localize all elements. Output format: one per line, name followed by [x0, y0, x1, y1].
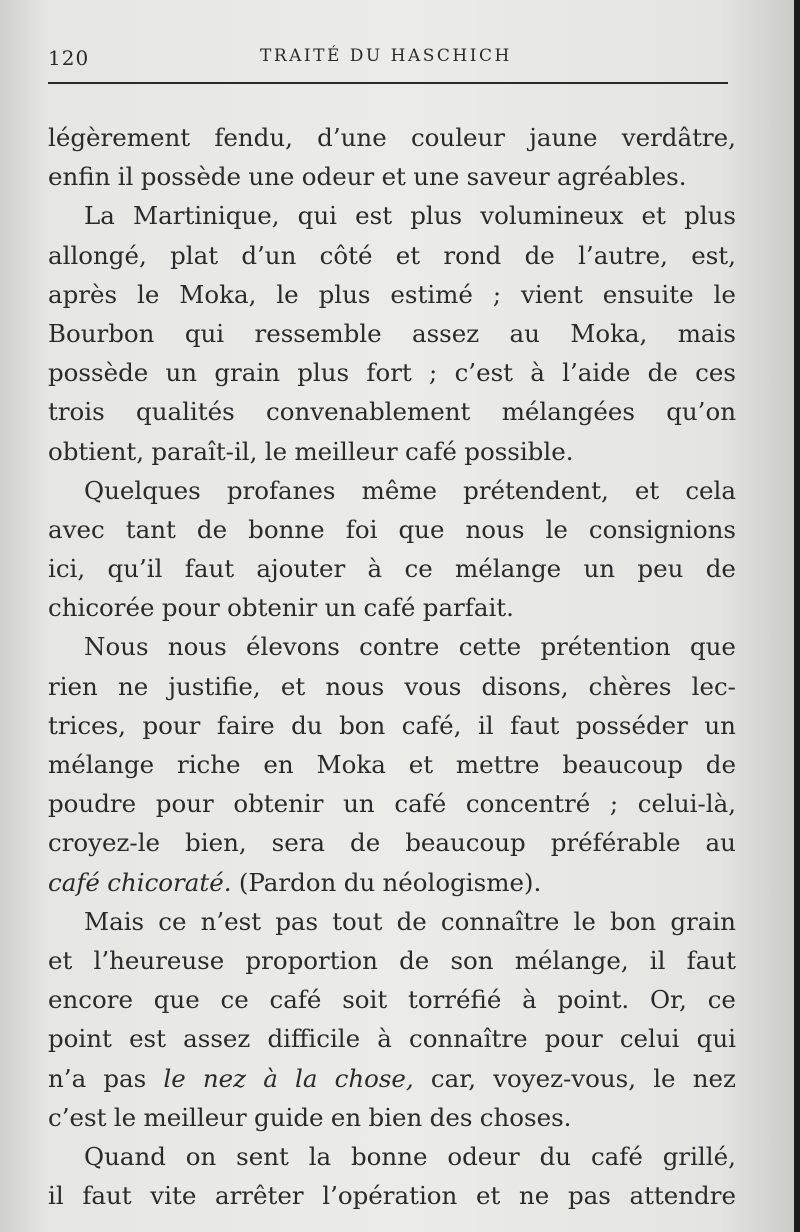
word: élevons [246, 632, 340, 662]
text-line [48, 157, 736, 196]
word: et [641, 201, 666, 231]
word: pas [567, 1181, 611, 1211]
word: et [48, 945, 73, 975]
text-line [48, 863, 736, 902]
word: parfait. [422, 593, 514, 623]
word: café, [401, 710, 462, 740]
word: soit [342, 985, 388, 1015]
word: faut [184, 554, 235, 584]
word: choses. [479, 1102, 572, 1132]
word: fendu, [214, 123, 293, 152]
text-line [48, 432, 736, 471]
word: chicorée [48, 593, 155, 623]
word: possède [140, 162, 242, 192]
word: l’opération [322, 1181, 458, 1211]
text-line [48, 823, 736, 862]
text-line [48, 1176, 736, 1215]
word: possède [48, 358, 149, 388]
word: ressemble [254, 318, 382, 348]
word: au [705, 828, 736, 858]
word: trois [48, 397, 105, 427]
text-line [48, 588, 736, 627]
word: et [395, 240, 421, 270]
word: volumineux [480, 201, 624, 231]
text-line [48, 902, 736, 941]
body-text [48, 118, 736, 1215]
word: est [355, 201, 393, 231]
text-line [48, 549, 736, 588]
text-line [48, 314, 736, 353]
word: celui [619, 1024, 680, 1054]
word: obtient, [48, 436, 145, 466]
text-line [48, 510, 736, 549]
word: vite [150, 1181, 197, 1211]
word: jaune [529, 123, 598, 152]
word: Moka, [179, 279, 257, 309]
word: on [185, 1141, 217, 1171]
word: torréfié [408, 985, 502, 1015]
word: obtenir [233, 789, 324, 819]
text-line [48, 471, 736, 510]
word: ce [707, 985, 736, 1015]
word: bon [339, 710, 386, 740]
word: que [153, 985, 200, 1015]
text-line [48, 941, 736, 980]
text-line [48, 1059, 736, 1098]
text-line [48, 1019, 736, 1058]
word: Nous [84, 632, 149, 662]
word: connaître [409, 1024, 528, 1054]
word: rien [48, 671, 98, 701]
word: faire [216, 710, 275, 740]
word: fort [366, 358, 412, 388]
word: voyez-vous, [493, 1063, 637, 1093]
word: proportion [245, 945, 378, 975]
word: ; [609, 789, 619, 819]
text-line [48, 196, 736, 235]
word: prétendent, [463, 475, 609, 505]
word: son [450, 945, 494, 975]
word: croyez-le [48, 828, 161, 858]
word: ajouter [256, 554, 346, 584]
word: un [583, 554, 616, 584]
word: c’est [454, 358, 514, 388]
word: et [408, 750, 434, 779]
word: le [276, 279, 299, 309]
word: ces [695, 358, 736, 388]
word: et [475, 1181, 501, 1211]
word: et [280, 671, 306, 701]
word: contre [359, 632, 440, 662]
word: Quand [84, 1141, 166, 1171]
word: du [539, 1141, 572, 1171]
word: de [647, 358, 678, 388]
word: posséder [575, 710, 688, 740]
word: chères [588, 671, 672, 701]
word: à [522, 985, 537, 1015]
word: agréables. [557, 162, 687, 192]
word: pour [544, 1024, 603, 1054]
word: connaître [440, 906, 560, 936]
word: ; [429, 358, 438, 388]
word: l’heureuse [93, 945, 225, 975]
word: du [343, 867, 376, 897]
word: une [248, 162, 295, 192]
text-line [48, 1098, 736, 1137]
text-line [48, 275, 736, 314]
word: faut [686, 945, 736, 975]
word: riche [177, 750, 241, 779]
word: assez [411, 318, 480, 348]
word: n’a [48, 1063, 87, 1093]
text-line [48, 784, 736, 823]
word: assez [183, 1024, 251, 1054]
word: est [129, 1024, 166, 1054]
word: pour [142, 710, 201, 740]
word: le [163, 1063, 186, 1093]
word: guide [254, 1102, 324, 1132]
word: ; [492, 279, 502, 309]
word: bien [368, 1102, 423, 1132]
word: café [405, 436, 457, 466]
word: ne [117, 671, 149, 701]
word: difficile [267, 1024, 361, 1054]
word: un [704, 710, 736, 740]
word: le [113, 1102, 137, 1132]
word: pour [161, 593, 220, 623]
word: préférable [550, 828, 681, 858]
word: plus [684, 201, 736, 231]
word: café [363, 593, 416, 623]
word: qu’il [107, 554, 163, 584]
word: mélange, [514, 945, 629, 975]
word: ce [220, 985, 249, 1015]
word: avec [48, 514, 105, 544]
word: est, [691, 240, 736, 270]
word: café [48, 867, 100, 897]
header-rule [48, 82, 728, 84]
page-header [48, 40, 728, 76]
word: arrêter [214, 1181, 304, 1211]
word: ici, [48, 554, 86, 584]
word: mettre [455, 750, 540, 779]
word: chicoraté. [107, 867, 232, 897]
word: que [689, 632, 736, 662]
word: bien, [185, 828, 247, 858]
word: mélange [48, 750, 155, 779]
word: car, [430, 1063, 477, 1093]
word: café [590, 1141, 643, 1171]
word: sera [271, 828, 326, 858]
word: grillé, [662, 1141, 736, 1171]
word: du [291, 710, 323, 740]
word: des [429, 1102, 473, 1132]
word: convenablement [266, 397, 471, 427]
word: l’autre, [578, 240, 668, 270]
word: cette [458, 632, 522, 662]
word: c’est [48, 1102, 107, 1132]
word: côté [319, 240, 373, 270]
word: d’un [241, 240, 297, 270]
word: le [653, 1063, 676, 1093]
word: nez [692, 1063, 736, 1093]
word: foi [345, 514, 378, 544]
word: qui [297, 201, 337, 231]
word: plus [297, 358, 350, 388]
word: Martinique, [133, 201, 280, 231]
word: à [377, 1024, 392, 1054]
text-line [48, 392, 736, 431]
word: après [48, 279, 118, 309]
word: qui [696, 1024, 736, 1054]
word: tant [125, 514, 176, 544]
text-line [48, 627, 736, 666]
word: bon [610, 906, 657, 936]
word: nous [325, 671, 385, 701]
word: Bourbon [48, 318, 155, 348]
word: Or, [650, 985, 687, 1015]
word: de [524, 240, 555, 270]
word: consignions [588, 514, 736, 544]
word: tout [332, 906, 383, 936]
word: un [343, 789, 375, 819]
word: bonne [351, 1141, 428, 1171]
word: mais [677, 318, 736, 348]
word: le [264, 436, 288, 466]
page-number: 120 [48, 46, 90, 70]
word: point. [557, 985, 630, 1015]
word: la [308, 1141, 332, 1171]
word: point [48, 1024, 112, 1054]
word: qualités [136, 397, 235, 427]
word: odeur [447, 1141, 520, 1171]
word: Moka, [570, 318, 648, 348]
word: café [394, 789, 447, 819]
word: La [84, 201, 115, 231]
word: même [361, 475, 438, 505]
word: justifie, [168, 671, 261, 701]
word: Moka [316, 750, 386, 779]
word: allongé, [48, 240, 147, 270]
word: pas [275, 906, 319, 936]
word: encore [48, 985, 133, 1015]
word: plus [318, 279, 371, 309]
word: saveur [466, 162, 550, 192]
word: chose, [334, 1063, 414, 1093]
word: faut [510, 710, 560, 740]
word: peu [637, 554, 684, 584]
word: en [330, 1102, 362, 1132]
word: qu’on [666, 397, 736, 427]
text-line [48, 745, 736, 784]
word: plus [410, 201, 463, 231]
word: plat [170, 240, 219, 270]
word: beaucoup [562, 750, 683, 779]
text-line [48, 980, 736, 1019]
word: (Pardon [238, 867, 337, 897]
word: mélangées [501, 397, 635, 427]
word: vient [521, 279, 583, 309]
word: obtenir [227, 593, 318, 623]
word: que [398, 514, 445, 544]
word: profanes [226, 475, 336, 505]
text-line [48, 706, 736, 745]
word: nous [167, 632, 227, 662]
text-line [48, 667, 736, 706]
word: estimé [390, 279, 473, 309]
word: au [509, 318, 540, 348]
word: n’est [200, 906, 262, 936]
word: attendre [629, 1181, 736, 1211]
text-line [48, 1137, 736, 1176]
word: il [477, 710, 494, 740]
word: à [530, 358, 545, 388]
word: le [573, 906, 596, 936]
word: il [48, 1181, 64, 1211]
word: enfin [48, 162, 111, 192]
word: ce [404, 554, 433, 584]
word: possible. [464, 436, 574, 466]
running-head: TRAITÉ DU HASCHICH [260, 46, 512, 66]
word: ne [519, 1181, 550, 1211]
word: un [165, 358, 198, 388]
word: meilleur [294, 436, 398, 466]
word: mélange [455, 554, 562, 584]
word: lec- [691, 671, 736, 701]
word: il [649, 945, 666, 975]
word: il [117, 162, 134, 192]
word: café [269, 985, 322, 1015]
word: grain [214, 358, 280, 388]
word: l’aide [562, 358, 631, 388]
word: une [413, 162, 460, 192]
word: la [294, 1063, 318, 1093]
word: prétention [540, 632, 671, 662]
word: odeur [301, 162, 375, 192]
word: meilleur [143, 1102, 247, 1132]
word: un [324, 593, 357, 623]
word: pas [103, 1063, 147, 1093]
word: faut [82, 1181, 132, 1211]
word: Mais [84, 906, 145, 936]
word: couleur [410, 123, 506, 152]
page-edge-shadow [794, 0, 800, 1232]
word: de [350, 828, 381, 858]
word: pour [155, 789, 214, 819]
word: le [137, 279, 160, 309]
word: nous [465, 514, 525, 544]
word: disons, [481, 671, 569, 701]
word: nez [202, 1063, 247, 1093]
word: et [381, 162, 406, 192]
word: de [196, 514, 228, 544]
word: ensuite [602, 279, 694, 309]
word: Quelques [84, 475, 201, 505]
word: concentré [465, 789, 591, 819]
text-line [48, 353, 736, 392]
text-line [48, 236, 736, 275]
word: néologisme). [382, 867, 542, 897]
word: sent [236, 1141, 289, 1171]
word: celui-là, [637, 789, 736, 819]
word: et [634, 475, 660, 505]
word: trices, [48, 710, 126, 740]
word: en [263, 750, 294, 779]
word: bonne [248, 514, 325, 544]
word: d’une [317, 123, 387, 152]
word: poudre [48, 789, 137, 819]
word: de [399, 945, 430, 975]
word: vous [404, 671, 462, 701]
word: paraît-il, [151, 436, 258, 466]
word: grain [670, 906, 736, 936]
word: à [263, 1063, 278, 1093]
word: de [396, 906, 427, 936]
word: à [367, 554, 383, 584]
word: le [713, 279, 736, 309]
word: verdâtre, [621, 123, 736, 152]
text-line [48, 118, 736, 157]
word: rond [443, 240, 502, 270]
word: ce [158, 906, 187, 936]
word: beaucoup [405, 828, 526, 858]
word: qui [184, 318, 225, 348]
word: le [545, 514, 568, 544]
word: de [705, 554, 736, 584]
word: de [705, 750, 736, 779]
word: cela [685, 475, 736, 505]
word: légèrement [48, 123, 191, 152]
